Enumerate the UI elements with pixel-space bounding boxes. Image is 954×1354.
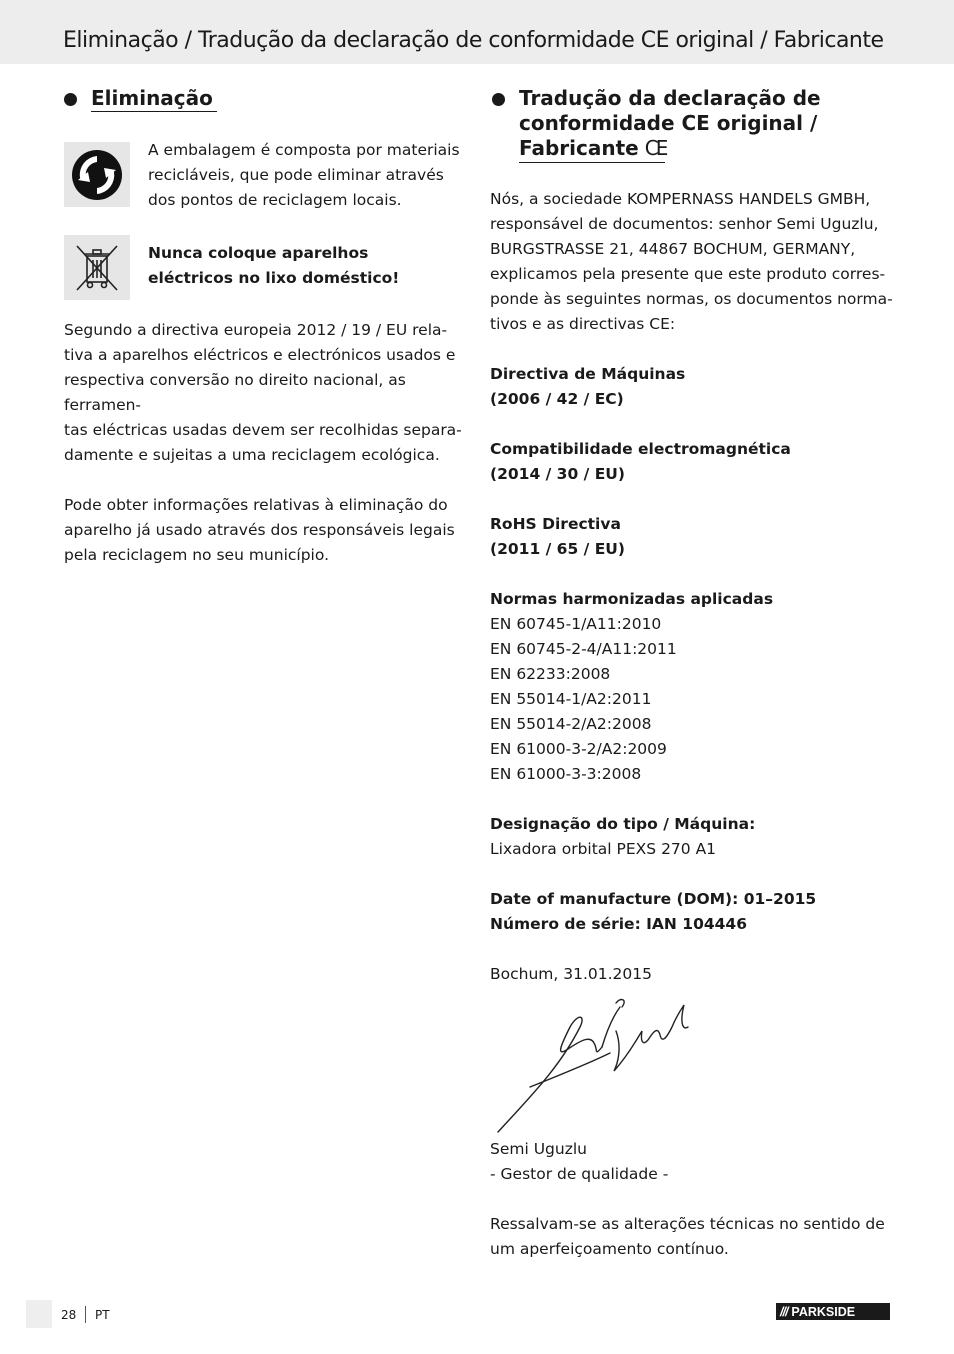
recycle-text: A embalagem é composta por materiais recicláveis, que pode eliminar através dos pontos de reciclagem locais. [148, 141, 460, 209]
bullet-icon [492, 93, 505, 106]
recycle-icon [64, 142, 130, 207]
machinery-directive: Directiva de Máquinas (2006 / 42 / EC) [490, 365, 686, 408]
disposal-heading-text: Eliminação [91, 86, 217, 112]
manufacture-info: Date of manufacture (DOM): 01–2015 Número de série: IAN 104446 [490, 890, 817, 933]
bin-row [64, 235, 464, 300]
closing-note: Ressalvam-se as alterações técnicas no sentido de um aperfeiçoamento contínuo. [490, 1215, 885, 1258]
declaration-column [490, 86, 895, 1262]
declaration-intro: Nós, a sociedade KOMPERNASS HANDELS GMBH, responsável de documentos: senhor Semi Uguzlu, BURGSTRASSE 21, 44867 BOCHUM, GERMANY, explicamos pela presente que este produto corres- ponde às seguintes normas, os documentos norma- tivos e as directivas CE: [490, 190, 893, 333]
info-paragraph: Pode obter informações relativas à eliminação do aparelho já usado através dos responsáveis legais pela reciclagem no seu município. [64, 496, 455, 564]
emc-directive: Compatibilidade electromagnética (2014 / 30 / EU) [490, 440, 791, 483]
footer-marker [26, 1300, 52, 1328]
brand-slashes-icon: /// [780, 1304, 788, 1319]
page-title: Eliminação / Tradução da declaração de conformidade CE original / Fabricante [63, 28, 884, 53]
warning-text: Nunca coloque aparelhos eléctricos no lixo doméstico! [148, 244, 400, 287]
disposal-heading [64, 86, 464, 112]
header-band [0, 0, 954, 64]
brand-logo [776, 1303, 890, 1320]
footer-divider [85, 1306, 86, 1323]
harmonized-norms: Normas harmonizadas aplicadas EN 60745-1/A11:2010 EN 60745-2-4/A11:2011 EN 62233:2008 EN 55014-1/A2:2011 EN 55014-2/A2:2008 EN 61000-3-2/A2:2009 EN 61000-3-3:2008 [490, 590, 774, 783]
place-date: Bochum, 31.01.2015 [490, 965, 652, 983]
page-number: 28 [61, 1308, 77, 1322]
signature [490, 987, 895, 1137]
signer-role: - Gestor de qualidade - [490, 1165, 669, 1183]
language-code: PT [95, 1308, 110, 1322]
disposal-column [64, 86, 464, 568]
ce-mark-icon: CE [644, 136, 666, 160]
directive-paragraph: Segundo a directiva europeia 2012 / 19 / EU rela- tiva a aparelhos eléctricos e electrónicos usados e respectiva conversão no direito nacional, as ferramen- tas eléctricas usadas devem ser recolhidas separa- damente e sujeitas a uma reciclagem ecológica. [64, 321, 462, 464]
rohs-directive: RoHS Directiva (2011 / 65 / EU) [490, 515, 625, 558]
declaration-heading: Tradução da declaração de conformidade CE original / Fabricante CE [490, 86, 895, 163]
brand-name: PARKSIDE [791, 1304, 856, 1319]
type-designation: Designação do tipo / Máquina: Lixadora orbital PEXS 270 A1 [490, 815, 756, 858]
recycle-row [64, 142, 464, 213]
crossed-bin-icon [64, 235, 130, 300]
signer-name: Semi Uguzlu [490, 1140, 587, 1158]
bullet-icon [64, 93, 77, 106]
